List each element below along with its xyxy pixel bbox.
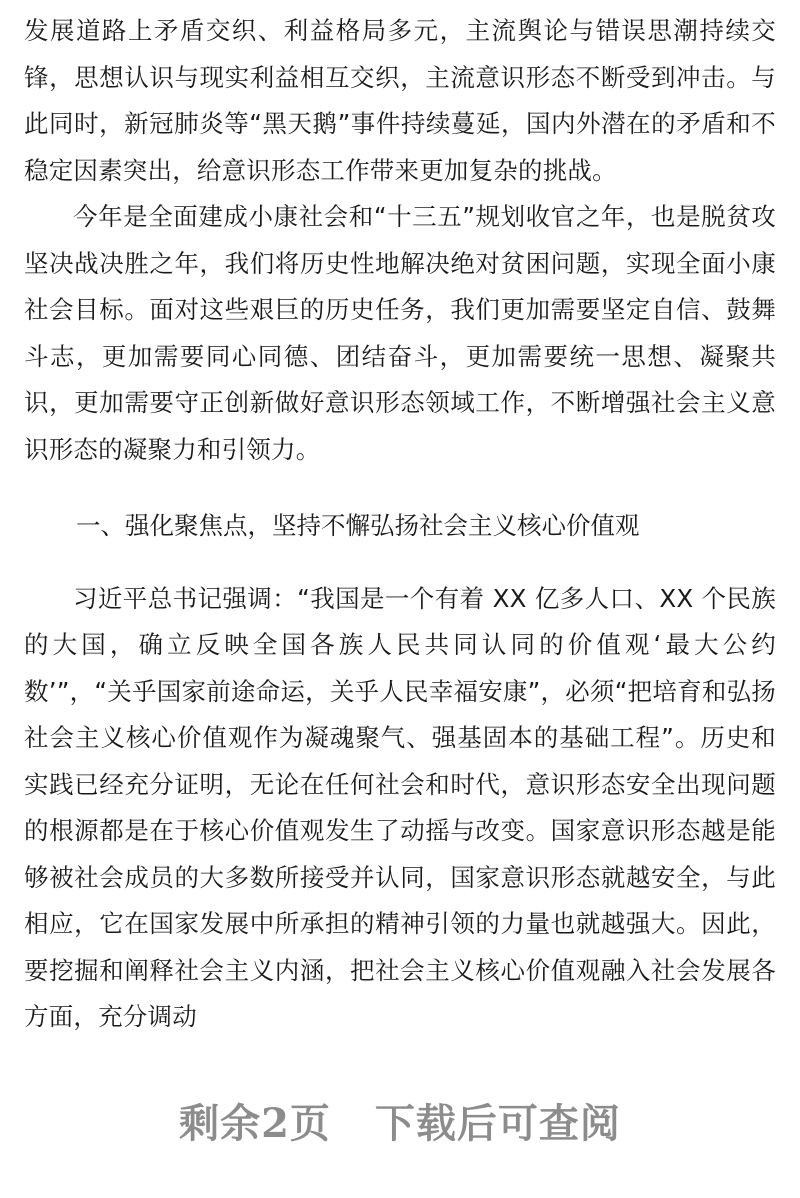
document-body <box>24 8 776 1041</box>
remaining-pages-label: 剩余2页 <box>179 1100 331 1147</box>
section-heading: 一、强化聚焦点，坚持不懈弘扬社会主义核心价值观 <box>76 511 640 540</box>
download-banner[interactable] <box>0 1092 800 1149</box>
paragraph-xiaokang: 今年是全面建成小康社会和“十三五”规划收官之年，也是脱贫攻坚决战决胜之年，我们将历史性地解决绝对贫困问题，实现全面小康社会目标。面对这些艰巨的历史任务，我们更加需要坚定自信、鼓舞斗志，更加需要同心同德、团结奋斗，更加需要统一思想、凝聚共识，更加需要守正创新做好意识形态领域工作，不断增强社会主义意识形态的凝聚力和引领力。 <box>24 202 776 464</box>
download-to-view-label: 下载后可查阅 <box>374 1100 621 1147</box>
paragraph-core-values: 习近平总书记强调：“我国是一个有着 XX 亿多人口、XX 个民族的大国，确立反映全国各族人民共同认同的价值观‘最大公约数’”，“关乎国家前途命运，关乎人民幸福安康”，必须“把培育和弘扬社会主义核心价值观作为凝魂聚气、强基固本的基础工程”。历史和实践已经充分证明，无论在任何社会和时代，意识形态安全出现问题的根源都是在于核心价值观发生了动摇与改变。国家意识形态越是能够被社会成员的大多数所接受并认同，国家意识形态就越安全，与此相应，它在国家发展中所承担的精神引领的力量也就越强大。因此，要挖掘和阐释社会主义内涵，把社会主义核心价值观融入社会发展各方面，充分调动 <box>24 583 776 1031</box>
paragraph-continuation: 发展道路上矛盾交织、利益格局多元，主流舆论与错误思潮持续交锋，思想认识与现实利益相互交织，主流意识形态不断受到冲击。与此同时，新冠肺炎等“黑天鹅”事件持续蔓延，国内外潜在的矛盾和不稳定因素突出，给意识形态工作带来更加复杂的挑战。 <box>24 16 776 185</box>
